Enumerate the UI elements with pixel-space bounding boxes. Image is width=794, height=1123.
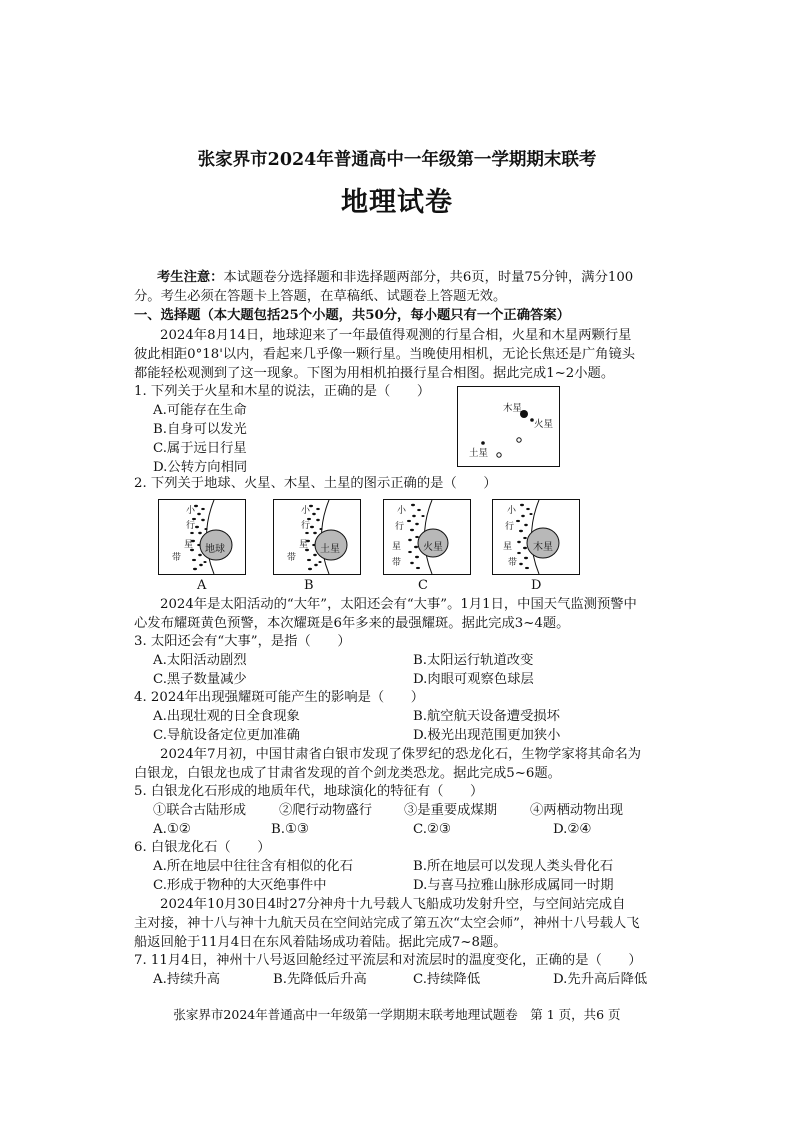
q5-option-c[interactable]: C.②③ [413, 822, 451, 837]
q1-option-a[interactable]: A.可能存在生命 [153, 403, 247, 418]
q6-option-a[interactable]: A.所在地层中往往含有相似的化石 [153, 859, 353, 874]
belt-char-4: 带 [508, 558, 518, 568]
notice-line-1 [157, 268, 633, 287]
q1-option-c[interactable]: C.属于远日行星 [153, 441, 247, 456]
conjunction-photo [457, 386, 560, 467]
label-saturn: 土星 [469, 448, 489, 459]
diagram-letter-b[interactable]: B [304, 578, 314, 593]
label-mars: 火星 [534, 419, 554, 430]
passage4-line-2: 主对接，神十八与神十九航天员在空间站完成了第五次“太空会师”，神州十八号载人飞 [134, 916, 640, 931]
q6-stem: 6. 白银龙化石（ ） [134, 840, 271, 855]
q6-option-d[interactable]: D.与喜马拉雅山脉形成属同一时期 [413, 878, 614, 893]
passage2-line-2: 心发布耀斑黄色预警，本次耀斑是6年多来的最强耀斑。据此完成3~4题。 [134, 616, 570, 631]
small-star-2 [497, 453, 501, 457]
planet-label-b: 土星 [320, 544, 340, 555]
passage3-line-1: 2024年7月初，中国甘肃省白银市发现了侏罗纪的恐龙化石，生物学家将其命名为 [160, 747, 642, 762]
q3-stem: 3. 太阳还会有“大事”，是指（ ） [134, 634, 351, 649]
belt-char-1: 小 [507, 506, 517, 516]
q7-option-d[interactable]: D.先升高后降低 [553, 972, 648, 987]
belt-char-2: 行 [301, 521, 311, 531]
subject-title: 地理试卷 [341, 187, 453, 218]
diagram-letter-a[interactable]: A [197, 578, 207, 593]
q3-option-a[interactable]: A.太阳活动剧烈 [153, 653, 247, 668]
belt-char-3: 星 [299, 540, 309, 550]
belt-char-2: 行 [395, 522, 405, 532]
notice-line-2: 分。考生必须在答题卡上答题，在草稿纸、试题卷上答题无效。 [134, 289, 507, 304]
diagram-letter-c[interactable]: C [418, 578, 428, 593]
q5-option-d[interactable]: D.②④ [553, 822, 592, 837]
notice-text-1: 本试题卷分选择题和非选择题两部分，共6页，时量75分钟，满分100 [223, 270, 634, 285]
passage4-line-1: 2024年10月30日4时27分神舟十九号载人飞船成功发射升空，与空间站完成自 [160, 897, 626, 912]
q4-stem: 4. 2024年出现强耀斑可能产生的影响是（ ） [134, 690, 425, 705]
q1-stem: 1. 下列关于火星和木星的说法，正确的是（ ） [134, 384, 431, 399]
q6-option-b[interactable]: B.所在地层可以发现人类头骨化石 [413, 859, 614, 874]
q5-option-b[interactable]: B.①③ [271, 822, 309, 837]
passage4-line-3: 船返回舱于11月4日在东风着陆场成功着陆。据此完成7~8题。 [134, 935, 507, 950]
passage1-line-2: 彼此相距0°18'以内，看起来几乎像一颗行星。当晚使用相机，无论长焦还是广角镜头 [134, 347, 636, 362]
q5-option-a[interactable]: A.①② [153, 822, 191, 837]
section-heading: 一、选择题（本大题包括25个小题，共50分，每小题只有一个正确答案） [134, 308, 570, 323]
belt-char-3: 星 [184, 540, 194, 550]
small-star [517, 438, 521, 442]
notice-label: 考生注意： [157, 270, 224, 285]
passage2-line-1: 2024年是太阳活动的“大年”，太阳还会有“大事”。1月1日，中国天气监测预警中 [160, 597, 637, 612]
belt-char-3: 星 [392, 542, 402, 552]
belt-char-3: 星 [503, 542, 513, 552]
diagram-b [273, 499, 361, 575]
q7-stem: 7. 11月4日，神州十八号返回舱经过平流层和对流层时的温度变化，正确的是（ ） [134, 953, 642, 968]
q4-option-d[interactable]: D.极光出现范围更加狭小 [413, 728, 561, 743]
belt-char-1: 小 [301, 506, 311, 516]
passage1-line-1: 2024年8月14日，地球迎来了一年最值得观测的行星合相，火星和木星两颗行星 [160, 328, 632, 343]
belt-char-1: 小 [397, 506, 407, 516]
belt-char-2: 行 [186, 521, 196, 531]
q4-option-a[interactable]: A.出现壮观的日全食现象 [153, 709, 300, 724]
planet-label-d: 木星 [533, 542, 553, 553]
q7-option-c[interactable]: C.持续降低 [413, 972, 481, 987]
q5-item-1: ①联合古陆形成 [153, 803, 247, 818]
label-jupiter: 木星 [503, 403, 523, 414]
belt-char-2: 行 [505, 522, 515, 532]
q5-stem: 5. 白银龙化石形成的地质年代，地球演化的特征有（ ） [134, 784, 484, 799]
q4-option-b[interactable]: B.航空航天设备遭受损坏 [413, 709, 560, 724]
diagram-a [158, 499, 246, 575]
exam-title: 张家界市2024年普通高中一年级第一学期期末联考 [197, 150, 597, 170]
belt-char-4: 带 [172, 553, 182, 563]
diagram-letter-d[interactable]: D [531, 578, 542, 593]
planet-label-c: 火星 [423, 542, 443, 553]
q7-option-a[interactable]: A.持续升高 [153, 972, 221, 987]
q1-option-b[interactable]: B.自身可以发光 [153, 422, 247, 437]
belt-char-4: 带 [392, 558, 402, 568]
q7-option-b[interactable]: B.先降低后升高 [273, 972, 367, 987]
passage1-line-3: 都能轻松观测到了这一现象。下图为用相机拍摄行星合相图。据此完成1~2小题。 [134, 366, 615, 381]
page-footer: 张家界市2024年普通高中一年级第一学期期末联考地理试题卷 第 1 页，共6 页 [173, 1007, 621, 1022]
q2-stem: 2. 下列关于地球、火星、木星、土星的图示正确的是（ ） [134, 476, 497, 491]
diagram-d [492, 499, 580, 575]
q5-item-3: ③是重要成煤期 [404, 803, 498, 818]
q5-item-4: ④两栖动物出现 [530, 803, 624, 818]
passage3-line-2: 白银龙，白银龙也成了甘肃省发现的首个剑龙类恐龙。据此完成5~6题。 [134, 766, 561, 781]
belt-char-1: 小 [186, 506, 196, 516]
q5-item-2: ②爬行动物盛行 [279, 803, 373, 818]
q3-option-d[interactable]: D.肉眼可观察色球层 [413, 672, 534, 687]
q4-option-c[interactable]: C.导航设备定位更加准确 [153, 728, 300, 743]
belt-char-4: 带 [287, 553, 297, 563]
q3-option-c[interactable]: C.黑子数量减少 [153, 672, 247, 687]
q3-option-b[interactable]: B.太阳运行轨道改变 [413, 653, 534, 668]
q1-option-d[interactable]: D.公转方向相同 [153, 460, 248, 475]
planet-label-a: 地球 [205, 544, 225, 555]
q6-option-c[interactable]: C.形成于物种的大灭绝事件中 [153, 878, 327, 893]
diagram-c [383, 499, 471, 575]
